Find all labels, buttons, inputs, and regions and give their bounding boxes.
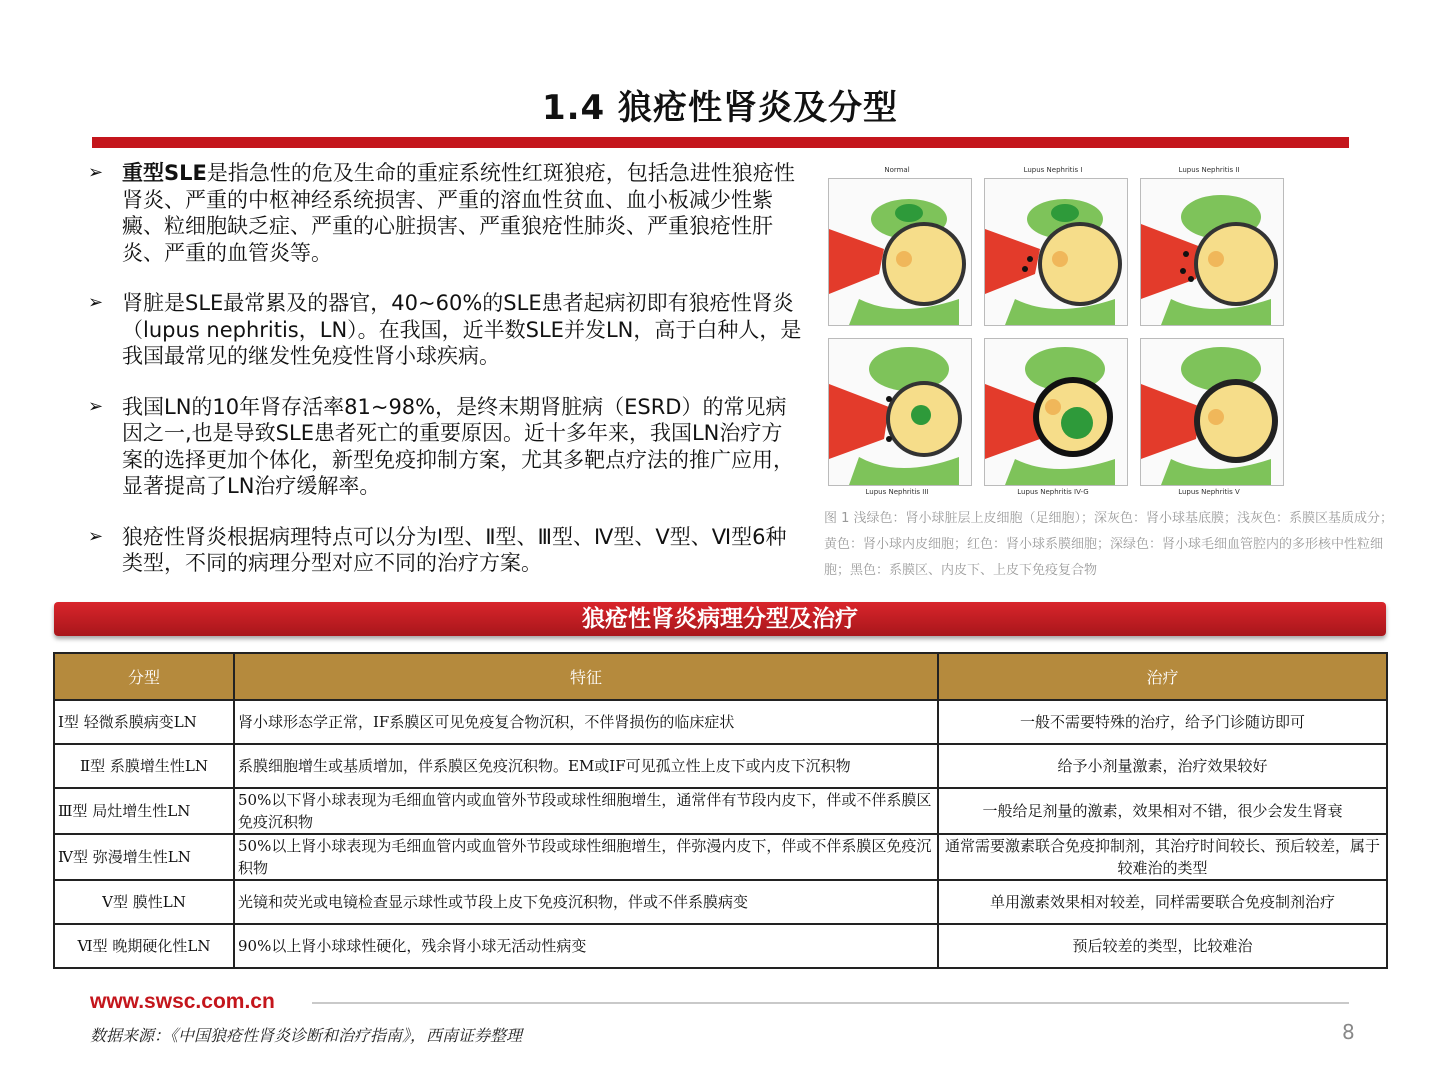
ln-classification-table bbox=[53, 652, 1388, 969]
glomerulus-ln5-illustration bbox=[1141, 339, 1283, 485]
feature-cell: 90%以上肾小球球性硬化，残余肾小球无活动性病变 bbox=[234, 924, 938, 968]
bullet-text: 狼疮性肾炎根据病理特点可以分为Ⅰ型、Ⅱ型、Ⅲ型、Ⅳ型、Ⅴ型、Ⅵ型6种类型，不同的病理分型对应不同的治疗方案。 bbox=[122, 524, 787, 575]
panel-label: Lupus Nephritis III bbox=[865, 488, 929, 496]
glomerulus-ln4-illustration bbox=[985, 339, 1127, 485]
table-row bbox=[54, 880, 1387, 924]
feature-cell: 50%以上肾小球表现为毛细血管内或血管外节段或球性细胞增生，伴弥漫内皮下，伴或不伴系膜区免疫沉积物 bbox=[234, 834, 938, 880]
panel-label: Normal bbox=[884, 166, 910, 174]
type-cell: Ⅲ型 局灶增生性LN bbox=[54, 788, 234, 834]
glomerulus-panel bbox=[828, 178, 972, 326]
column-header: 治疗 bbox=[938, 653, 1387, 700]
glomerulus-figure bbox=[824, 158, 1404, 500]
bullet-text: 是指急性的危及生命的重症系统性红斑狼疮，包括急进性狼疮性肾炎、严重的中枢神经系统损害、严重的溶血性贫血、血小板减少性紫癜、粒细胞缺乏症、严重的心脏损害、严重狼疮性肺炎、严重狼疮性肝炎、严重的血管炎等。 bbox=[122, 161, 795, 265]
bullet-item bbox=[88, 524, 803, 577]
arrow-bullet-icon: ➢ bbox=[88, 525, 104, 547]
footer-divider bbox=[312, 1002, 1349, 1004]
feature-cell: 肾小球形态学正常，IF系膜区可见免疫复合物沉积，不伴肾损伤的临床症状 bbox=[234, 700, 938, 744]
arrow-bullet-icon: ➢ bbox=[88, 162, 104, 183]
figure-caption: 图 1 浅绿色：肾小球脏层上皮细胞（足细胞）；深灰色：肾小球基底膜；浅灰色：系膜区基质成分；黄色：肾小球内皮细胞；红色：肾小球系膜细胞；深绿色：肾小球毛细血管腔内的多形核中性粒细胞；黑色：系膜区、内皮下、上皮下免疫复合物 bbox=[824, 511, 1394, 578]
table-row bbox=[54, 744, 1387, 788]
type-cell: Ⅱ型 系膜增生性LN bbox=[54, 744, 234, 788]
panel-label: Lupus Nephritis V bbox=[1178, 488, 1240, 496]
table-row bbox=[54, 788, 1387, 834]
table-row bbox=[54, 834, 1387, 880]
treatment-cell: 预后较差的类型，比较难治 bbox=[938, 924, 1387, 968]
bullet-bold-term: 重型SLE bbox=[122, 161, 207, 185]
type-cell: Ⅵ型 晚期硬化性LN bbox=[54, 924, 234, 968]
website-link[interactable]: www.swsc.com.cn bbox=[90, 990, 275, 1013]
bullet-text: 我国LN的10年肾存活率81~98%，是终末期肾脏病（ESRD）的常见病因之一,也是导致SLE患者死亡的重要原因。近十多年来，我国LN治疗方案的选择更加个体化，新型免疫抑制方案，尤其多靶点疗法的推广应用，显著提高了LN治疗缓解率。 bbox=[122, 394, 794, 498]
glomerulus-ln3-illustration bbox=[829, 339, 971, 485]
glomerulus-panel bbox=[984, 338, 1128, 486]
table-row bbox=[54, 700, 1387, 744]
column-header: 特征 bbox=[234, 653, 938, 700]
feature-cell: 50%以下肾小球表现为毛细血管内或血管外节段或球性细胞增生，通常伴有节段内皮下，伴或不伴系膜区免疫沉积物 bbox=[234, 788, 938, 834]
table-row bbox=[54, 924, 1387, 968]
bullet-item bbox=[88, 394, 803, 500]
feature-cell: 光镜和荧光或电镜检查显示球性或节段上皮下免疫沉积物，伴或不伴系膜病变 bbox=[234, 880, 938, 924]
bullet-text: 肾脏是SLE最常累及的器官，40~60%的SLE患者起病初即有狼疮性肾炎（lupus nephritis，LN）。在我国，近半数SLE并发LN，高于白种人，是我国最常见的继发性免疫性肾小球疾病。 bbox=[122, 291, 802, 368]
treatment-cell: 通常需要激素联合免疫抑制剂，其治疗时间较长、预后较差，属于较难治的类型 bbox=[938, 834, 1387, 880]
treatment-cell: 一般不需要特殊的治疗，给予门诊随访即可 bbox=[938, 700, 1387, 744]
feature-cell: 系膜细胞增生或基质增加，伴系膜区免疫沉积物。EM或IF可见孤立性上皮下或内皮下沉积物 bbox=[234, 744, 938, 788]
glomerulus-ln2-illustration bbox=[1141, 179, 1283, 325]
table-header-row bbox=[54, 653, 1387, 700]
treatment-cell: 给予小剂量激素，治疗效果较好 bbox=[938, 744, 1387, 788]
glomerulus-normal-illustration bbox=[829, 179, 971, 325]
panel-label: Lupus Nephritis II bbox=[1178, 166, 1240, 174]
glomerulus-ln1-illustration bbox=[985, 179, 1127, 325]
type-cell: Ⅰ型 轻微系膜病变LN bbox=[54, 700, 234, 744]
section-banner: 狼疮性肾炎病理分型及治疗 bbox=[54, 602, 1386, 636]
arrow-bullet-icon: ➢ bbox=[88, 395, 104, 417]
treatment-cell: 一般给足剂量的激素，效果相对不错，很少会发生肾衰 bbox=[938, 788, 1387, 834]
glomerulus-panel bbox=[984, 178, 1128, 326]
page-title: 1.4 狼疮性肾炎及分型 bbox=[541, 88, 899, 128]
arrow-bullet-icon: ➢ bbox=[88, 292, 104, 313]
bullet-item bbox=[88, 160, 803, 266]
title-divider bbox=[92, 137, 1349, 148]
bullet-item bbox=[88, 290, 803, 370]
bullet-list bbox=[88, 160, 803, 601]
treatment-cell: 单用激素效果相对较差，同样需要联合免疫制剂治疗 bbox=[938, 880, 1387, 924]
data-source-note: 数据来源：《中国狼疮性肾炎诊断和治疗指南》，西南证券整理 bbox=[90, 1026, 523, 1045]
glomerulus-panel bbox=[1140, 178, 1284, 326]
column-header: 分型 bbox=[54, 653, 234, 700]
type-cell: Ⅳ型 弥漫增生性LN bbox=[54, 834, 234, 880]
glomerulus-panel bbox=[1140, 338, 1284, 486]
panel-label: Lupus Nephritis I bbox=[1023, 166, 1083, 174]
page-number: 8 bbox=[1342, 1020, 1355, 1044]
glomerulus-panel bbox=[828, 338, 972, 486]
panel-label: Lupus Nephritis IV-G bbox=[1017, 488, 1089, 496]
type-cell: Ⅴ型 膜性LN bbox=[54, 880, 234, 924]
